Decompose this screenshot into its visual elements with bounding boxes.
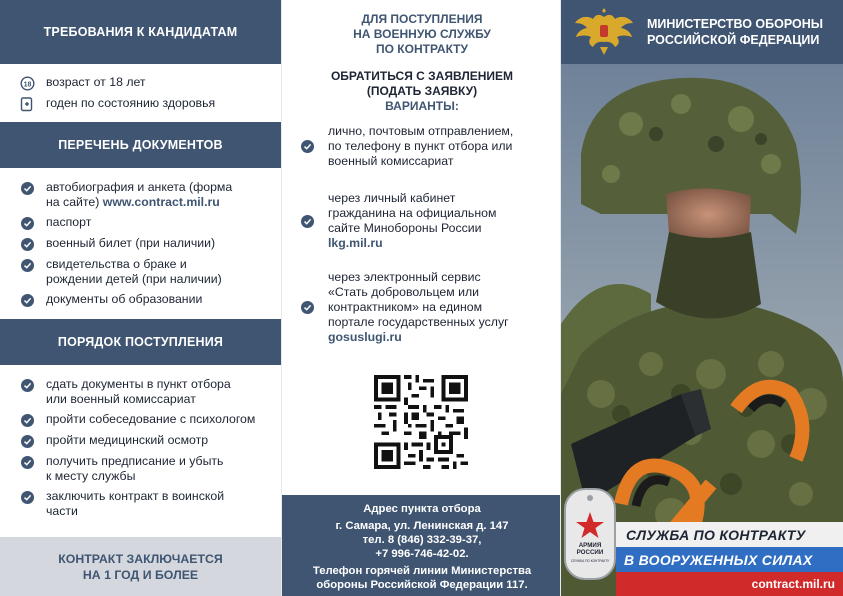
list-item: [0, 96, 281, 112]
document-text: документы об образовании: [46, 292, 203, 306]
enlistment-title: [282, 12, 561, 57]
hotline-text: Телефон горячей линии Министерства: [312, 565, 532, 577]
check-icon: [299, 301, 315, 314]
list-item: [0, 377, 281, 407]
document-text: военный билет (при наличии): [46, 236, 216, 250]
check-icon: [19, 215, 35, 231]
phone-line[interactable]: +7 996-746-42-02.: [375, 548, 469, 560]
address-title: Адрес пункта отбора: [363, 503, 481, 515]
website-link[interactable]: contract.mil.ru: [616, 572, 843, 596]
check-icon: [299, 140, 315, 153]
contract-site-link[interactable]: www.contract.mil.ru: [102, 195, 220, 209]
check-icon: [19, 489, 35, 505]
document-text: автобиография и анкета (форма: [46, 180, 233, 194]
title-line: ПО КОНТРАКТУ: [376, 42, 468, 56]
tag-text: РОССИИ: [576, 549, 604, 556]
list-item: [0, 236, 281, 252]
lkg-link[interactable]: lkg.mil.ru: [328, 236, 383, 250]
procedure-text: сдать документы в пункт отбора: [46, 377, 231, 391]
requirements-list: [0, 75, 281, 117]
contract-term-line: НА 1 ГОД И БОЛЕЕ: [82, 567, 199, 582]
documents-header: ПЕРЕЧЕНЬ ДОКУМЕНТОВ: [0, 122, 281, 168]
left-panel: [0, 0, 281, 596]
check-icon: [19, 257, 35, 273]
double-headed-eagle-icon: [573, 7, 635, 57]
procedure-text: пройти собеседование с психологом: [46, 412, 256, 426]
procedure-header: ПОРЯДОК ПОСТУПЛЕНИЯ: [0, 319, 281, 365]
option-text: через личный кабинет: [328, 191, 456, 205]
option-text: гражданина на официальном: [328, 206, 497, 220]
documents-list: [0, 180, 281, 313]
option-text: контрактником» на едином: [328, 300, 483, 314]
requirements-header: ТРЕБОВАНИЯ К КАНДИДАТАМ: [0, 0, 281, 64]
procedure-text: пройти медицинский осмотр: [46, 433, 209, 447]
procedure-text: заключить контракт в воинской: [46, 489, 225, 503]
options-label: ВАРИАНТЫ:: [385, 99, 459, 113]
check-icon: [19, 236, 35, 252]
contract-term-box: [0, 537, 281, 596]
option-item: [282, 124, 561, 169]
list-item: [0, 75, 281, 91]
tag-text: АРМИЯ: [578, 542, 602, 549]
application-subtitle: [282, 69, 561, 114]
tag-text: СЛУЖБА ПО КОНТРАКТУ: [570, 559, 610, 563]
banner-armed-forces: В ВООРУЖЕННЫХ СИЛАХ: [616, 547, 843, 572]
list-item: [0, 257, 281, 287]
hotline-text: обороны Российской Федерации 117.: [316, 579, 528, 591]
procedure-text: части: [46, 504, 78, 518]
check-icon: [19, 412, 35, 428]
title-line: ДЛЯ ПОСТУПЛЕНИЯ: [361, 12, 483, 26]
address-line: г. Самара, ул. Ленинская д. 147: [335, 520, 509, 532]
requirement-text: возраст от 18 лет: [46, 75, 146, 89]
address-block: [282, 495, 561, 596]
list-item: [0, 215, 281, 231]
list-item: [0, 489, 281, 519]
option-text: через электронный сервис: [328, 270, 481, 284]
svg-text:18: 18: [23, 80, 31, 88]
health-document-icon: [19, 96, 35, 112]
option-text: «Стать добровольцем или: [328, 285, 480, 299]
list-item: [0, 180, 281, 210]
procedure-text: или военный комиссариат: [46, 392, 196, 406]
option-text: по телефону в пункт отбора или: [328, 139, 513, 153]
army-tag-emblem: [563, 487, 617, 581]
list-item: [0, 412, 281, 428]
option-text: портале государственных услуг: [328, 315, 509, 329]
banner-contract-service: СЛУЖБА ПО КОНТРАКТУ: [616, 522, 843, 547]
phone-line[interactable]: тел. 8 (846) 332-39-37,: [362, 534, 482, 546]
requirement-text: годен по состоянию здоровья: [46, 96, 216, 110]
procedure-list: [0, 377, 281, 524]
check-icon: [19, 454, 35, 470]
gosuslugi-link[interactable]: gosuslugi.ru: [328, 330, 402, 344]
procedure-text: к месту службы: [46, 469, 136, 483]
document-text: рождении детей (при наличии): [46, 272, 222, 286]
contract-term-line: КОНТРАКТ ЗАКЛЮЧАЕТСЯ: [58, 551, 223, 566]
subtitle-line: (ПОДАТЬ ЗАЯВКУ): [366, 84, 478, 98]
list-item: [0, 433, 281, 449]
check-icon: [19, 292, 35, 308]
document-text: на сайте): [46, 195, 103, 209]
subtitle-line: ОБРАТИТЬСЯ С ЗАЯВЛЕНИЕМ: [330, 69, 514, 83]
option-text: военный комиссариат: [328, 154, 454, 168]
ministry-name: РОССИЙСКОЙ ФЕДЕРАЦИИ: [647, 33, 820, 47]
age-18-icon: [19, 75, 35, 91]
list-item: [0, 292, 281, 308]
document-text: паспорт: [46, 215, 92, 229]
option-item: [282, 270, 561, 345]
procedure-text: получить предписание и убыть: [46, 454, 224, 468]
qr-code[interactable]: [374, 375, 468, 469]
check-icon: [19, 377, 35, 393]
option-item: [282, 191, 561, 251]
option-text: лично, почтовым отправлением,: [328, 124, 514, 138]
right-panel: [561, 0, 843, 596]
ministry-name: МИНИСТЕРСТВО ОБОРОНЫ: [647, 17, 823, 31]
list-item: [0, 454, 281, 484]
document-text: свидетельства о браке и: [46, 257, 187, 271]
ministry-header: [561, 0, 843, 64]
option-text: сайте Минобороны России: [328, 221, 482, 235]
middle-panel: [281, 0, 561, 596]
check-icon: [19, 180, 35, 196]
check-icon: [299, 215, 315, 228]
check-icon: [19, 433, 35, 449]
title-line: НА ВОЕННУЮ СЛУЖБУ: [353, 27, 491, 41]
